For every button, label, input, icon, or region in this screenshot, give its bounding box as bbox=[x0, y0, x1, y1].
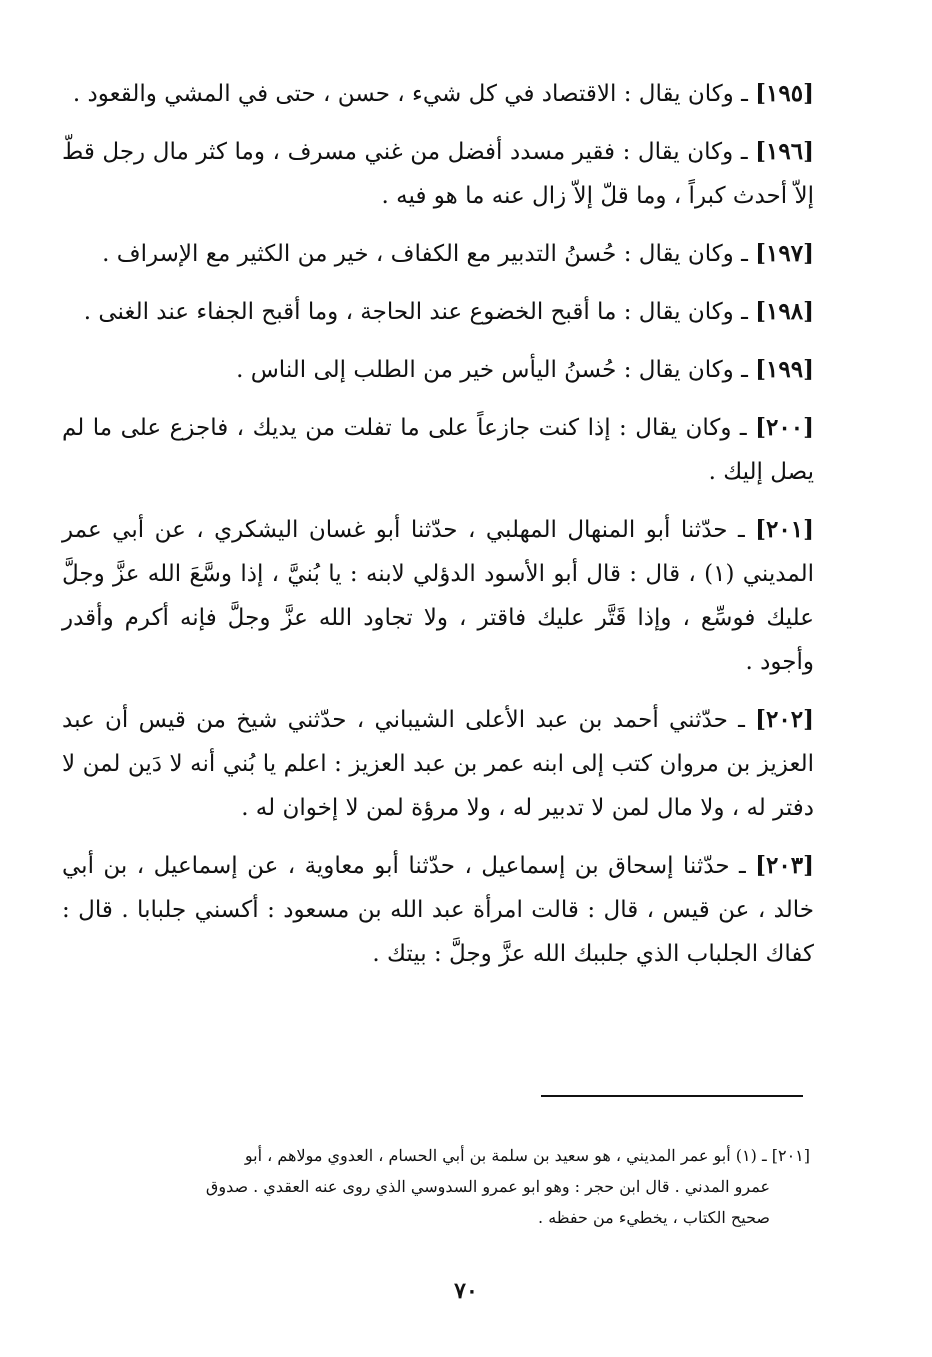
paragraph-number: [١٩٩] bbox=[755, 356, 814, 383]
paragraph-202 bbox=[62, 698, 814, 830]
paragraph-text: ـ وكان يقال : الاقتصاد في كل شيء ، حسن ، حتى في المشي والقعود . bbox=[72, 81, 756, 107]
paragraph-text: ـ وكان يقال : ما أقبح الخضوع عند الحاجة ، وما أقبح الجفاء عند الغنى . bbox=[83, 299, 756, 325]
paragraph-text: ـ حدّثنا أبو المنهال المهلبي ، حدّثنا أبو غسان اليشكري ، عن أبي عمر المديني (١) ، قال : قال أبو الأسود الدؤلي لابنه : يا بُنيَّ ، إذا وسَّعَ الله عزَّ وجلَّ عليك فوسِّع ، وإذا قَتَّر عليك فاقتر ، ولا تجاود الله عزَّ وجلَّ فإنه أكرم وأقدر وأجود . bbox=[62, 517, 814, 675]
paragraph-text: ـ وكان يقال : حُسنُ اليأس خير من الطلب إلى الناس . bbox=[236, 357, 756, 383]
paragraph-199 bbox=[62, 348, 814, 392]
paragraph-number: [٢٠٠] bbox=[755, 414, 814, 441]
paragraph-number: [١٩٨] bbox=[755, 298, 814, 325]
paragraph-195 bbox=[62, 72, 814, 116]
paragraph-text: ـ وكان يقال : حُسنُ التدبير مع الكفاف ، خير من الكثير مع الإسراف . bbox=[102, 241, 756, 267]
paragraph-number: [٢٠٣] bbox=[755, 852, 814, 879]
paragraph-197 bbox=[62, 232, 814, 276]
footnote-divider bbox=[541, 1095, 803, 1097]
paragraph-196 bbox=[62, 130, 814, 218]
paragraph-text: ـ وكان يقال : إذا كنت جازعاً على ما تفلت من يديك ، فاجزع على ما لم يصل إليك . bbox=[62, 415, 814, 485]
footnote bbox=[50, 1140, 810, 1233]
paragraph-text: ـ حدّثني أحمد بن عبد الأعلى الشيباني ، حدّثني شيخ من قيس أن عبد العزيز بن مروان كتب إلى ابنه عمر بن عبد العزيز : اعلم يا بُني أنه لا دَين لمن لا دفتر له ، ولا مال لمن لا تدبير له ، ولا مرؤة لمن لا إخوان له . bbox=[62, 707, 814, 821]
footnote-line: صحيح الكتاب ، يخطيء من حفظه . bbox=[538, 1208, 770, 1227]
paragraph-number: [٢٠٢] bbox=[755, 706, 814, 733]
footnote-line: [٢٠١] ـ (١) أبو عمر المديني ، هو سعيد بن سلمة بن أبي الحسام ، العدوي مولاهم ، أبو bbox=[244, 1146, 810, 1165]
paragraph-number: [١٩٦] bbox=[755, 138, 814, 165]
paragraph-number: [١٩٥] bbox=[755, 80, 814, 107]
paragraph-text: ـ وكان يقال : فقير مسدد أفضل من غني مسرف ، وما كثر مال رجل قطّ إلاّ أحدث كبراً ، وما قلّ إلاّ زال عنه ما هو فيه . bbox=[62, 139, 814, 209]
paragraph-201 bbox=[62, 508, 814, 684]
page-number: ٧٠ bbox=[454, 1278, 478, 1304]
paragraph-number: [١٩٧] bbox=[755, 240, 814, 267]
paragraph-203 bbox=[62, 844, 814, 976]
paragraph-198 bbox=[62, 290, 814, 334]
paragraph-text: ـ حدّثنا إسحاق بن إسماعيل ، حدّثنا أبو معاوية ، عن إسماعيل ، بن أبي خالد ، عن قيس ، قال : قالت امرأة عبد الله بن مسعود : أكسني جلبابا . قال : كفاك الجلباب الذي جلببك الله عزَّ وجلَّ : بيتك . bbox=[62, 853, 814, 967]
paragraph-200 bbox=[62, 406, 814, 494]
paragraph-number: [٢٠١] bbox=[755, 516, 814, 543]
footnote-line: عمرو المدني . قال ابن حجر : وهو ابو عمرو السدوسي الذي روى عنه العقدي . صدوق bbox=[205, 1177, 770, 1196]
main-text bbox=[62, 72, 814, 990]
